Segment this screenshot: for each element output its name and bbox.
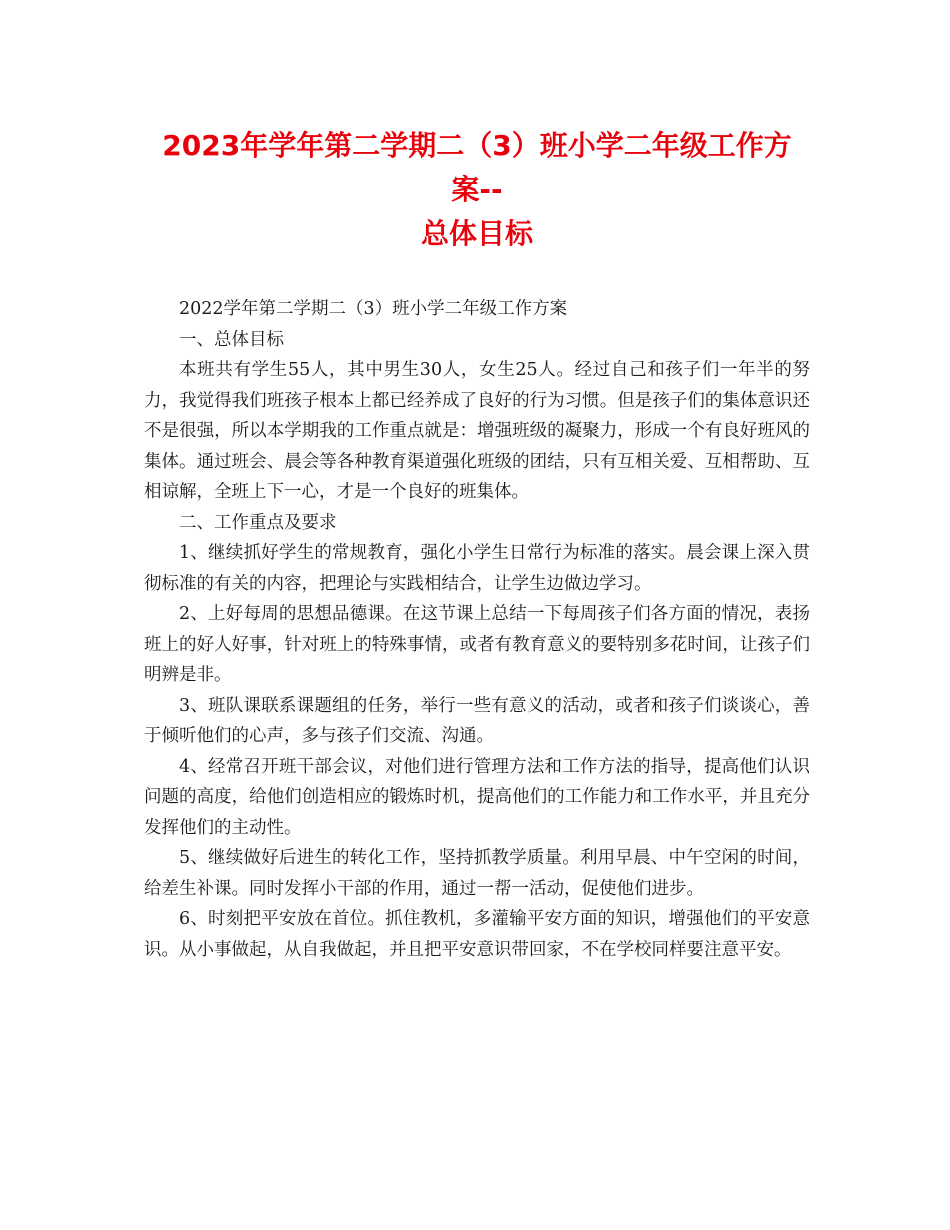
list-item-6: 6、时刻把平安放在首位。抓住教机，多灌输平安方面的知识，增强他们的平安意识。从小事做起，从自我做起，并且把平安意识带回家，不在学校同样要注意平安。 xyxy=(144,909,810,960)
list-item-1: 1、继续抓好学生的常规教育，强化小学生日常行为标准的落实。晨会课上深入贯彻标准的有关的内容，把理论与实践相结合，让学生边做边学习。 xyxy=(144,543,810,594)
subtitle-paragraph: 2022学年第二学期二（3）班小学二年级工作方案 xyxy=(179,299,568,319)
section-heading-overall-goal: 一、总体目标 xyxy=(179,329,284,350)
list-item-5: 5、继续做好后进生的转化工作，坚持抓教学质量。利用早晨、中午空闲的时间，给差生补课。同时发挥小干部的作用，通过一帮一活动，促使他们进步。 xyxy=(144,848,810,899)
section-heading-key-work: 二、工作重点及要求 xyxy=(179,512,337,533)
title-line-1: 2023年学年第二学期二（3）班小学二年级工作方案-- xyxy=(162,129,792,206)
list-item-4: 4、经常召开班干部会议，对他们进行管理方法和工作方法的指导，提高他们认识问题的高度，给他们创造相应的锻炼时机，提高他们的工作能力和工作水平，并且充分发挥他们的主动性。 xyxy=(144,756,810,838)
title-line-2: 总体目标 xyxy=(420,217,533,250)
list-item-3: 3、班队课联系课题组的任务，举行一些有意义的活动，或者和孩子们谈谈心，善于倾听他们的心声，多与孩子们交流、沟通。 xyxy=(144,695,810,746)
paragraph-class-overview: 本班共有学生55人，其中男生30人，女生25人。经过自己和孩子们一年半的努力，我觉得我们班孩子根本上都已经养成了良好的行为习惯。但是孩子们的集体意识还不是很强，所以本学期我的工作重点就是：增强班级的凝聚力，形成一个有良好班风的集体。通过班会、晨会等各种教育渠道强化班级的团结，只有互相关爱、互相帮助、互相谅解，全班上下一心，才是一个良好的班集体。 xyxy=(144,360,810,502)
list-item-2: 2、上好每周的思想品德课。在这节课上总结一下每周孩子们各方面的情况，表扬班上的好人好事，针对班上的特殊事情，或者有教育意义的要特别多花时间，让孩子们明辨是非。 xyxy=(144,604,810,685)
document-body xyxy=(144,294,810,965)
document-title xyxy=(144,124,810,256)
